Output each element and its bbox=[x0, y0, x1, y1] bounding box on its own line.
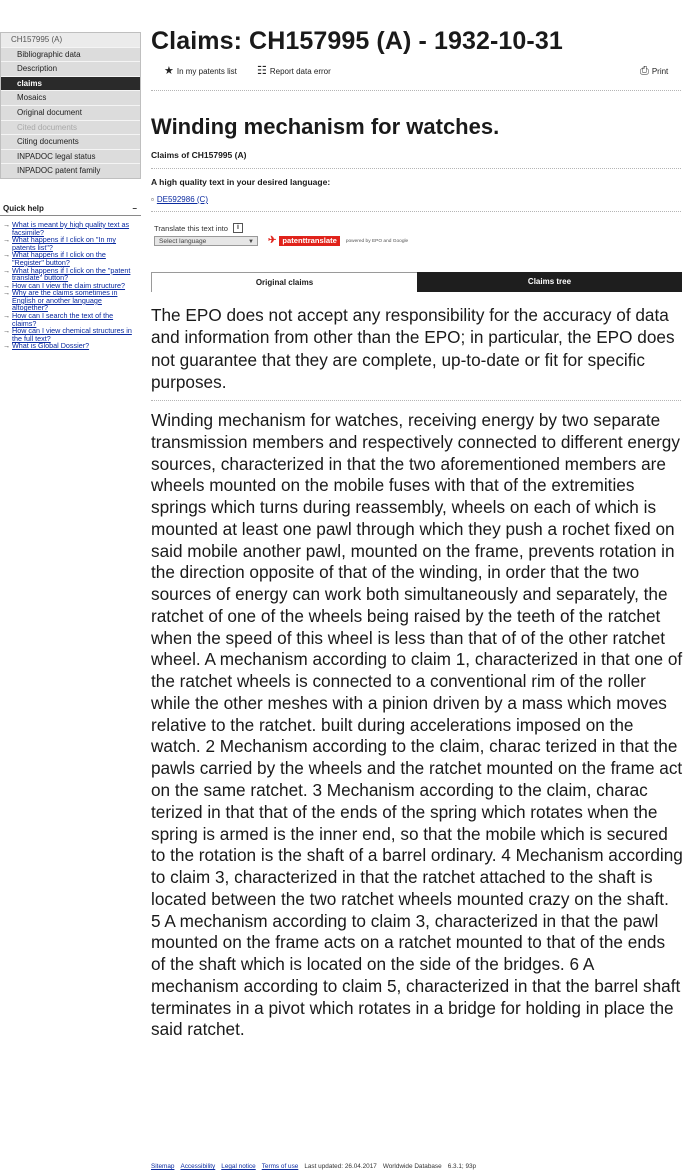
high-quality-text-label: A high quality text in your desired language: bbox=[151, 177, 331, 187]
patents-list-label: In my patents list bbox=[176, 67, 237, 76]
divider bbox=[151, 211, 681, 212]
divider bbox=[151, 400, 681, 401]
toolbar bbox=[151, 66, 673, 82]
arrow-right-icon: → bbox=[3, 219, 11, 229]
claims-text: Winding mechanism for watches, receiving energy by two separate transmission members and respectively connected to different energy sources, characterized in that the two aforementioned members are wheels mounted on the mobile fuses with that of the extremities springs which turns during reassembly, wheels on each of which is mounted at least one pawl through which they push a rochet fixed on said mobile another pawl, mounted on the frame, prevents rotation in the direction opposite of that of the winding, in order that the two sources of energy can work both simultaneously and separately, the ratchet of one of the wheels being raised by the teeth of the ratchet when the speed of this wheel is less than that of of the other ratchet wheel. A mechanism according to claim 1, characterized in that one of the ratchet wheels is connected to a conventional rim of the roller while the other meshes with a pinion driven by a mass which moves relative to the ratchet. built during accelerations imposed on the watch. 2 Mechanism according to the claim, charac terized in that the pawls carried by the wheels and the ratchet mounted on the frame act on the same ratchet. 3 Mechanism according to the claim, charac terized in that that of the ends of the spring which rotates when the spring is armed is the inner end, so that the mobile which is secured to the rotation is the shaft of a barrel ordinary. 4 Mechanism according to claim 3, characterized in that the ratchet attached to the shaft is located between the two ratchet wheels mounted crazy on the shaft. 5 A mechanism according to claim 3, characterized in that the pawl mounted on the frame acts on a ratchet mounted to that of the ends of the shaft which is located on the side of the bridges. 6 A mechanism according to claim 5, characterized in that the barrel shaft terminates in a pivot which rotates in a bridge for holding in place the said ratchet. bbox=[151, 410, 683, 1040]
quick-help bbox=[0, 204, 141, 350]
collapse-icon[interactable]: – bbox=[132, 203, 137, 213]
arrow-right-icon: → bbox=[3, 288, 11, 298]
footer-link-legal-notice[interactable]: Legal notice bbox=[221, 1163, 256, 1170]
tab-original-claims[interactable]: Original claims bbox=[151, 272, 417, 292]
arrow-right-icon: → bbox=[3, 250, 11, 260]
arrow-right-icon: → bbox=[3, 341, 11, 351]
translate-label: Translate this text into bbox=[154, 223, 229, 233]
report-icon: ☷ bbox=[257, 65, 267, 77]
patent-translate-logo-icon: ✈ bbox=[268, 235, 277, 246]
quick-help-item[interactable]: → What is meant by high quality text as facsimile? bbox=[3, 219, 130, 237]
quick-help-item[interactable]: → What is Global Dossier? bbox=[3, 341, 90, 351]
divider bbox=[151, 90, 681, 91]
report-data-error-button[interactable] bbox=[257, 66, 331, 77]
quick-help-item[interactable]: → How can I view chemical structures in the full text? bbox=[3, 326, 132, 343]
quick-help-item[interactable]: → What happens if I click on the "patent translate" button? bbox=[3, 265, 131, 283]
translate-row bbox=[154, 223, 243, 233]
footer-link-sitemap[interactable]: Sitemap bbox=[151, 1163, 175, 1170]
print-label: Print bbox=[651, 67, 669, 76]
quick-help-list bbox=[0, 221, 141, 350]
footer-last-updated: Last updated: 26.04.2017 bbox=[304, 1163, 377, 1170]
patent-translate-button[interactable] bbox=[268, 236, 408, 246]
nav-original-document[interactable]: Original document bbox=[1, 105, 140, 120]
nav-bibliographic-data[interactable]: Bibliographic data bbox=[1, 47, 140, 62]
printer-icon: ⎙ bbox=[640, 65, 649, 77]
star-icon: ★ bbox=[164, 65, 174, 77]
document-icon: ▫ bbox=[151, 195, 154, 204]
nav-description[interactable]: Description bbox=[1, 61, 140, 76]
print-button[interactable] bbox=[640, 66, 668, 77]
nav-inpadoc-patent-family[interactable]: INPADOC patent family bbox=[1, 163, 140, 178]
quick-help-item[interactable]: → What happens if I click on the "Register" button? bbox=[3, 250, 106, 267]
quick-help-item[interactable]: → How can I view the claim structure? bbox=[3, 280, 126, 290]
footer bbox=[151, 1163, 476, 1170]
arrow-right-icon: → bbox=[3, 265, 11, 275]
language-select[interactable] bbox=[154, 236, 258, 246]
footer-version: 6.3.1; 93p bbox=[447, 1163, 477, 1170]
nav-mosaics[interactable]: Mosaics bbox=[1, 90, 140, 105]
disclaimer-text: The EPO does not accept any responsibility for the accuracy of data and information from other than the EPO; in particular, the EPO does not guarantee that they are complete, up-to-date or fit for specific purposes. bbox=[151, 305, 675, 393]
footer-database: Worldwide Database bbox=[382, 1163, 442, 1170]
document-title: Winding mechanism for watches. bbox=[151, 114, 500, 139]
nav-claims[interactable]: claims bbox=[1, 76, 140, 91]
quick-help-item[interactable]: → What happens if I click on "In my patents list"? bbox=[3, 235, 117, 252]
arrow-right-icon: → bbox=[3, 235, 11, 245]
dropdown-arrow-icon: ▼ bbox=[248, 239, 254, 245]
nav-citing-documents[interactable]: Citing documents bbox=[1, 134, 140, 149]
claims-tabs bbox=[151, 272, 682, 292]
arrow-right-icon: → bbox=[3, 280, 11, 290]
in-my-patents-list-button[interactable] bbox=[164, 66, 237, 77]
nav-document-number: CH157995 (A) bbox=[1, 33, 140, 47]
footer-link-accessibility[interactable]: Accessibility bbox=[180, 1163, 216, 1170]
tab-claims-tree[interactable]: Claims tree bbox=[417, 272, 682, 292]
info-icon[interactable]: i bbox=[233, 223, 243, 233]
related-document-number[interactable]: DE592986 (C) bbox=[156, 195, 208, 204]
quick-help-header[interactable] bbox=[0, 204, 141, 216]
related-document-link[interactable] bbox=[151, 195, 208, 204]
sidebar bbox=[0, 32, 141, 350]
page-title: Claims: CH157995 (A) - 1932-10-31 bbox=[151, 27, 563, 55]
arrow-right-icon: → bbox=[3, 326, 11, 336]
arrow-right-icon: → bbox=[3, 311, 11, 321]
divider bbox=[151, 168, 681, 169]
powered-by-text: powered by EPO and Google bbox=[345, 238, 409, 244]
footer-link-terms-of-use[interactable]: Terms of use bbox=[261, 1163, 299, 1170]
document-nav bbox=[0, 32, 141, 179]
patent-translate-label: patenttranslate bbox=[279, 236, 339, 246]
quick-help-item[interactable]: → Why are the claims sometimes in English or another language altogether? bbox=[3, 288, 118, 313]
nav-inpadoc-legal-status[interactable]: INPADOC legal status bbox=[1, 149, 140, 164]
quick-help-title: Quick help bbox=[3, 203, 44, 213]
report-error-label: Report data error bbox=[269, 67, 331, 76]
claims-of-label: Claims of CH157995 (A) bbox=[151, 150, 247, 160]
nav-cited-documents: Cited documents bbox=[1, 120, 140, 135]
language-select-value: Select language bbox=[159, 238, 207, 245]
quick-help-item[interactable]: → How can I search the text of the claims? bbox=[3, 311, 114, 328]
